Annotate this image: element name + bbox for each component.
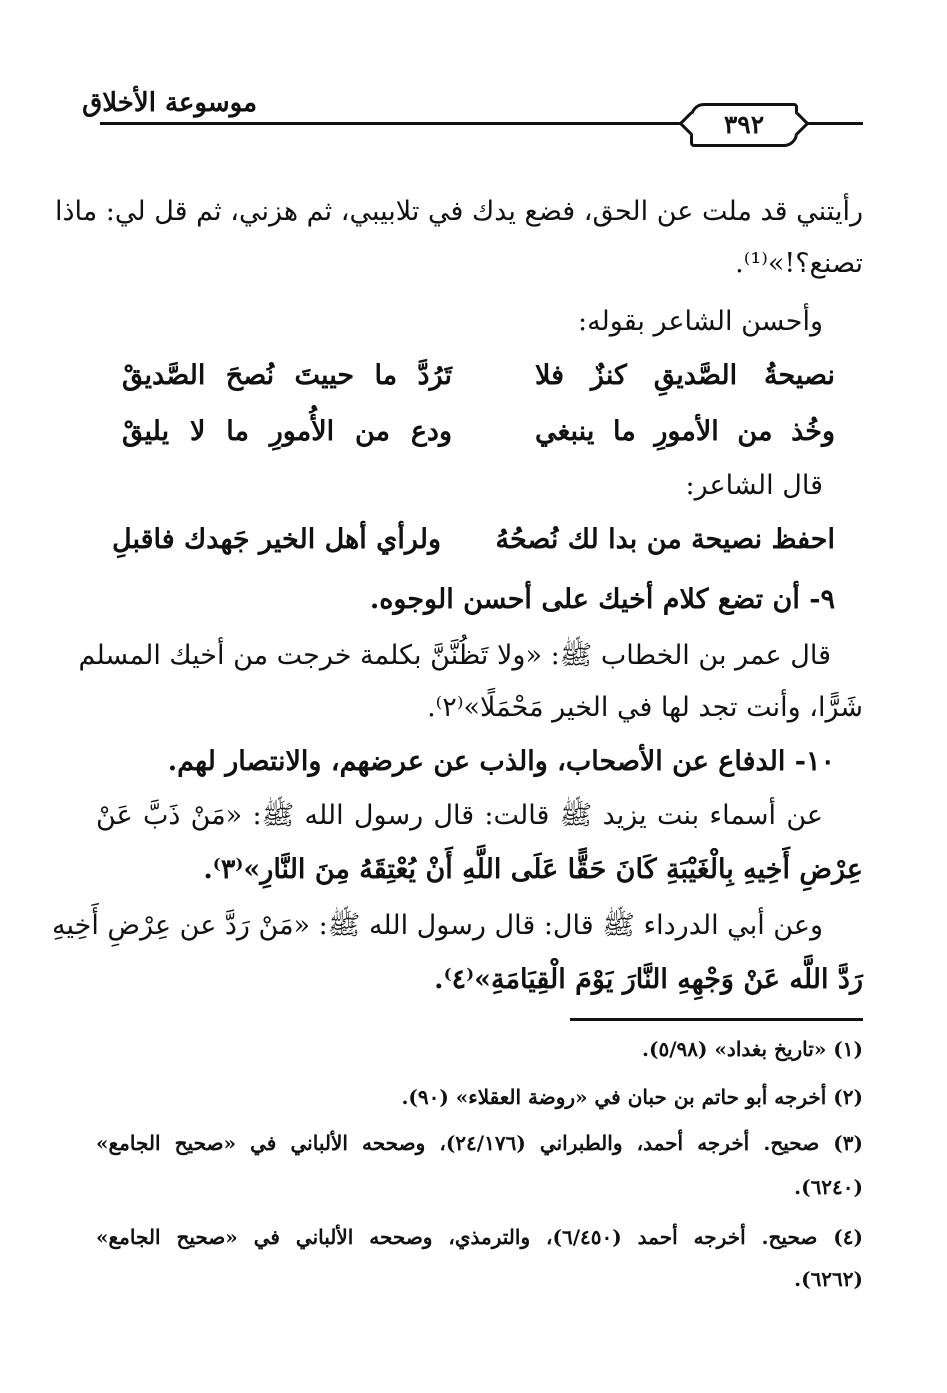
section-heading-10: ١٠- الدفاع عن الأصحاب، والذب عن عرضهم، والانتصار لهم. (167, 746, 835, 777)
text-line-15: رَدَّ اللَّه عَنْ وَجْهِهِ النَّارَ يَوْمَ الْقِيَامَةِ»⁽٤⁾. (434, 964, 863, 995)
footnote-1: (١) «تاريخ بغداد» (٥/٩٨). (642, 1037, 863, 1061)
text-line-10: شَرًّا، وأنت تجد لها في الخير مَحْمَلًا»⁽٢⁾. (427, 692, 863, 723)
page-number-badge: ٣٩٢ (690, 103, 798, 147)
verse-3-second-hemistich: ولرأي أهل الخير جَهدك فاقبلِ (112, 524, 441, 555)
footnote-4-line-1: (٤) صحيح. أخرجه أحمد (٦/٤٥٠)، والترمذي، وصححه الألباني في «صحيح الجامع» (96, 1225, 863, 1249)
running-header-title: موسوعة الأخلاق (82, 88, 257, 118)
text-line-13: عِرْضِ أَخِيهِ بِالْغَيْبَةِ كَانَ حَقًّا عَلَى اللَّهِ أَنْ يُعْتِقَهُ مِنَ النَّارِ»⁽٣⁾. (203, 854, 863, 885)
footnote-separator (570, 1018, 863, 1021)
footnote-4-line-2: (٦٢٦٢). (794, 1267, 863, 1291)
text-line-3: وأحسن الشاعر بقوله: (577, 306, 823, 337)
section-heading-9: ٩- أن تضع كلام أخيك على أحسن الوجوه. (369, 584, 835, 615)
verse-2-second-hemistich: ودع من الأُمورِ ما لا يليقْ (122, 416, 452, 447)
footnote-2: (٢) أخرجه أبو حاتم بن حبان في «روضة العقلاء» (٩٠). (401, 1085, 863, 1109)
text-line-2: تصنع؟!»⁽¹⁾. (735, 248, 863, 279)
text-line-1: رأيتني قد ملت عن الحق، فضع يدك في تلابيبي، ثم هزني، ثم قل لي: ماذا (55, 196, 863, 227)
footnote-3-line-1: (٣) صحيح. أخرجه أحمد، والطبراني (٢٤/١٧٦)، وصححه الألباني في «صحيح الجامع» (96, 1131, 863, 1155)
verse-3-first-hemistich: احفظ نصيحة من بدا لك نُصحُهُ (495, 524, 835, 555)
footnote-3-line-2: (٦٢٤٠). (794, 1175, 863, 1199)
verse-2-first-hemistich: وخُذ من الأمورِ ما ينبغي (535, 416, 835, 447)
text-line-9: قال عمر بن الخطاب ﷺ: «ولا تَظُنَّنَّ بكلمة خرجت من أخيك المسلم (78, 640, 831, 671)
text-line-12: عن أسماء بنت يزيد ﷺ قالت: قال رسول الله ﷺ: «مَنْ ذَبَّ عَنْ (96, 800, 823, 831)
verse-1-first-hemistich: نصيحةُ الصَّديقِ كنزٌ فلا (535, 360, 835, 391)
text-line-14: وعن أبي الدرداء ﷺ قال: قال رسول الله ﷺ: «مَنْ رَدَّ عن عِرْضِ أَخِيهِ (52, 910, 823, 941)
text-line-6: قال الشاعر: (685, 470, 823, 501)
verse-1-second-hemistich: تَرُدَّ ما حييتَ نُصحَ الصَّديقْ (122, 360, 452, 391)
